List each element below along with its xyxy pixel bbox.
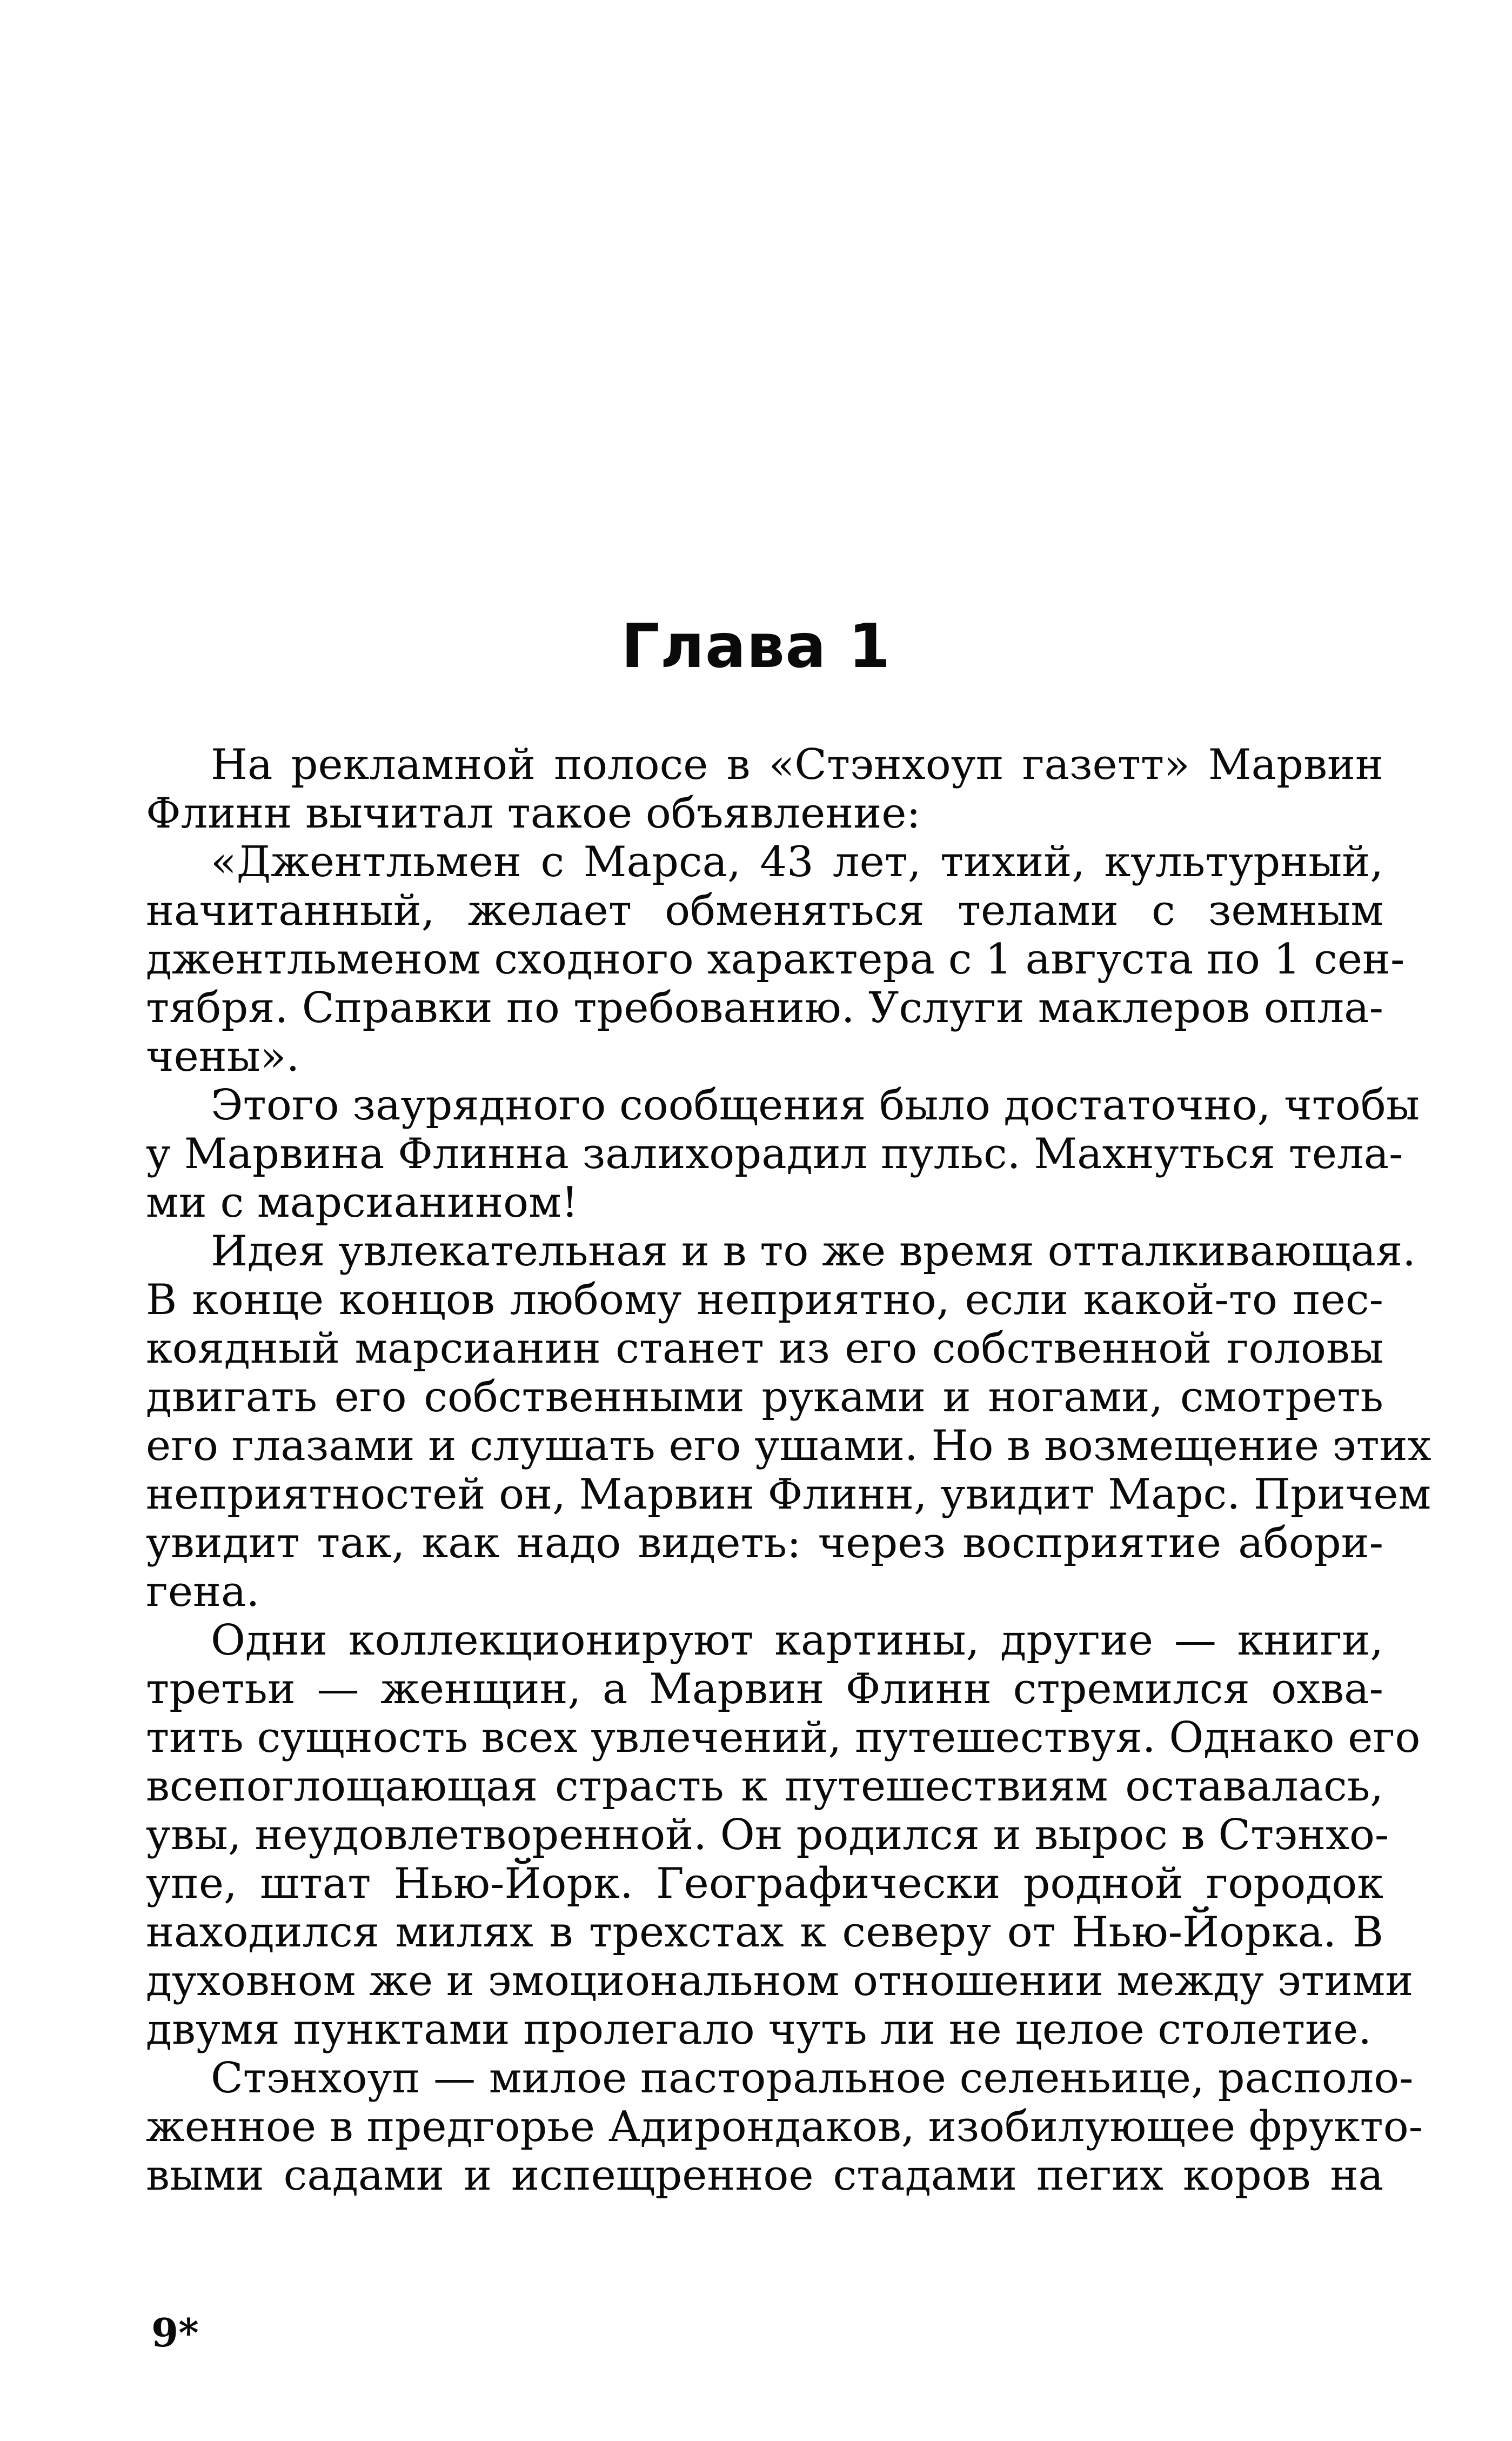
text-line: ми с марсианином! xyxy=(146,1178,579,1227)
text-line: Идея увлекательная и в то же время отталкивающая. xyxy=(211,1227,1416,1276)
text-line: коядный марсианин станет из его собственной головы xyxy=(146,1324,1383,1373)
chapter-title: Глава 1 xyxy=(621,611,891,682)
text-line: Стэнхоуп — милое пасторальное селеньице, располо- xyxy=(211,2054,1414,2103)
text-line: у Марвина Флинна залихорадил пульс. Махнуться тела- xyxy=(146,1130,1403,1178)
text-line: женное в предгорье Адирондаков, изобилующее фрукто- xyxy=(146,2103,1423,2151)
text-line: тить сущность всех увлечений, путешествуя. Однако его xyxy=(146,1713,1421,1762)
text-line: Этого заурядного сообщения было достаточно, чтобы xyxy=(211,1081,1420,1130)
text-line: джентльменом сходного характера с 1 августа по 1 сен- xyxy=(146,935,1405,984)
text-line: выми садами и испещренное стадами пегих коров на xyxy=(146,2151,1383,2200)
text-line: гена. xyxy=(146,1568,260,1616)
text-line: третьи — женщин, а Марвин Флинн стремился охва- xyxy=(146,1665,1383,1713)
text-line: На рекламной полосе в «Стэнхоуп газетт» Марвин xyxy=(211,741,1383,789)
text-line: духовном же и эмоциональном отношении между этими xyxy=(146,1957,1414,2005)
text-line: начитанный, желает обменяться телами с земным xyxy=(146,886,1383,935)
text-line: «Джентльмен с Марса, 43 лет, тихий, культурный, xyxy=(211,838,1383,886)
text-line: Одни коллекционируют картины, другие — книги, xyxy=(211,1616,1383,1665)
page-number: 9* xyxy=(151,2310,199,2356)
text-line: упе, штат Нью-Йорк. Географически родной городок xyxy=(146,1859,1383,1908)
text-line: В конце концов любому неприятно, если какой-то пес- xyxy=(146,1276,1383,1324)
text-line: находился милях в трехстах к северу от Нью-Йорка. В xyxy=(146,1908,1383,1957)
text-line: всепоглощающая страсть к путешествиям оставалась, xyxy=(146,1762,1383,1811)
text-line: чены». xyxy=(146,1032,300,1081)
text-line: двигать его собственными руками и ногами, смотреть xyxy=(146,1373,1383,1422)
text-line: двумя пунктами пролегало чуть ли не целое столетие. xyxy=(146,2005,1372,2054)
text-line: Флинн вычитал такое объявление: xyxy=(146,789,921,838)
text-line: его глазами и слушать его ушами. Но в возмещение этих xyxy=(146,1422,1431,1470)
text-line: неприятностей он, Марвин Флинн, увидит Марс. Причем xyxy=(146,1470,1431,1519)
text-line: увы, неудовлетворенной. Он родился и вырос в Стэнхо- xyxy=(146,1811,1389,1859)
text-line: тября. Справки по требованию. Услуги маклеров опла- xyxy=(146,984,1383,1032)
body-text xyxy=(146,741,1431,2200)
text-line: увидит так, как надо видеть: через восприятие абори- xyxy=(146,1519,1383,1568)
